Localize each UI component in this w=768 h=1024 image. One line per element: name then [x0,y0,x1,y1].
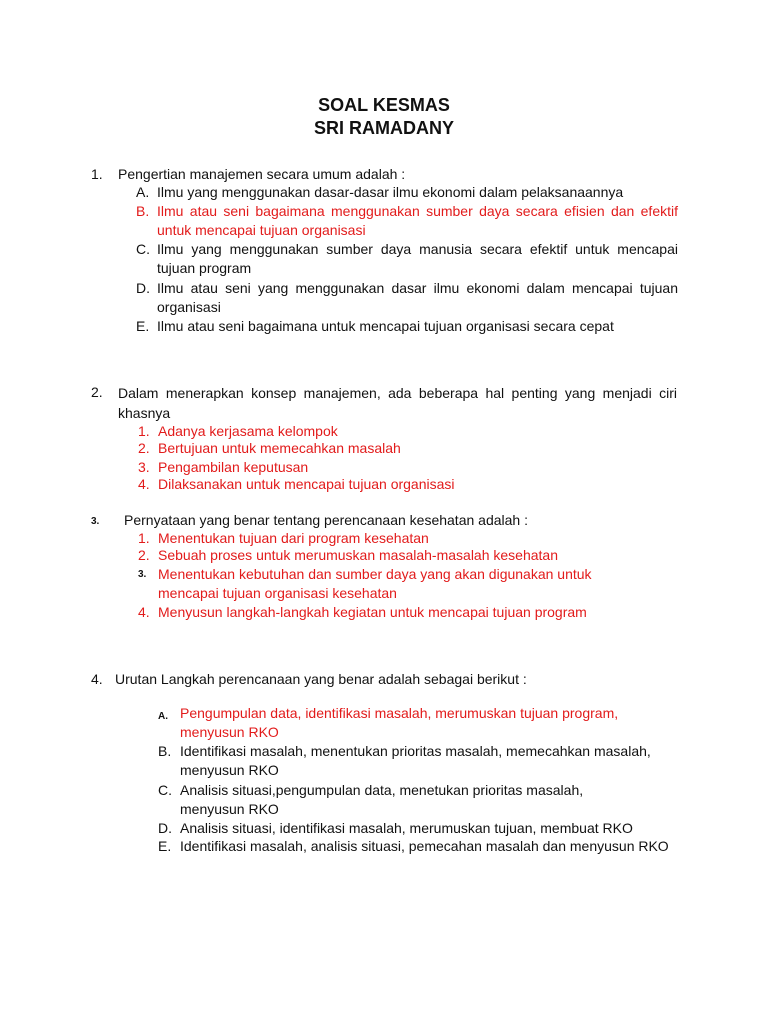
question-1-text: Pengertian manajemen secara umum adalah : [118,166,406,182]
option-label: 4. [138,604,150,620]
option-label: 3. [138,569,147,580]
option-label: D. [136,280,150,296]
option-label: C. [158,782,172,798]
option-text: Menentukan tujuan dari program kesehatan [158,530,429,546]
option-text: Pengambilan keputusan [158,459,309,475]
document-author: SRI RAMADANY [313,118,454,138]
option-text: Menyusun langkah-langkah kegiatan untuk mencapai tujuan program [158,604,587,620]
option-label: C. [136,241,150,257]
option-text: Sebuah proses untuk merumuskan masalah-masalah kesehatan [158,547,559,563]
option-text: Analisis situasi, identifikasi masalah, merumuskan tujuan, membuat RKO [180,820,633,836]
option-label: D. [158,820,172,836]
option-text: Pengumpulan data, identifikasi masalah, merumuskan tujuan program, menyusun RKO [180,705,619,740]
question-4-number: 4. [91,671,103,687]
option-label: 1. [138,530,150,546]
option-text: Ilmu atau seni bagaimana menggunakan sumber daya secara efisien dan efektif untuk mencapai tujuan organisasi [157,203,678,238]
option-label: E. [158,838,172,854]
option-text: Menentukan kebutuhan dan sumber daya yang akan digunakan untuk mencapai tujuan organisasi kesehatan [158,566,592,601]
option-text: Ilmu atau seni bagaimana untuk mencapai tujuan organisasi secara cepat [157,318,614,334]
option-label: 4. [138,476,150,492]
question-3-text: Pernyataan yang benar tentang perencanaan kesehatan adalah : [124,512,528,528]
option-label: B. [158,743,172,759]
option-text: Ilmu atau seni yang menggunakan dasar ilmu ekonomi dalam mencapai tujuan organisasi [157,280,678,315]
option-text: Adanya kerjasama kelompok [158,423,338,439]
option-text: Analisis situasi,pengumpulan data, menetukan prioritas masalah, menyusun RKO [180,782,584,817]
option-text: Identifikasi masalah, analisis situasi, pemecahan masalah dan menyusun RKO [180,838,669,854]
option-label: A. [158,711,168,722]
question-3-number: 3. [91,516,100,527]
option-label: 3. [138,459,150,475]
option-text: Identifikasi masalah, menentukan prioritas masalah, memecahkan masalah, menyusun RKO [180,743,651,778]
option-label: E. [136,318,150,334]
option-label: 2. [138,547,150,563]
option-text: Dilaksanakan untuk mencapai tujuan organisasi [158,476,455,492]
option-text: Bertujuan untuk memecahkan masalah [158,440,401,456]
question-2-number: 2. [91,384,103,400]
option-label: 1. [138,423,150,439]
option-label: 2. [138,440,150,456]
option-text: Ilmu yang menggunakan dasar-dasar ilmu ekonomi dalam pelaksanaannya [157,184,624,200]
option-label: B. [136,203,150,219]
option-text: Ilmu yang menggunakan sumber daya manusia secara efektif untuk mencapai tujuan program [157,241,678,276]
question-2-text: Dalam menerapkan konsep manajemen, ada beberapa hal penting yang menjadi ciri khasnya [118,385,677,421]
document-title: SOAL KESMAS [318,95,450,115]
question-1-number: 1. [91,166,103,182]
option-label: A. [136,184,150,200]
question-4-text: Urutan Langkah perencanaan yang benar adalah sebagai berikut : [115,671,527,687]
